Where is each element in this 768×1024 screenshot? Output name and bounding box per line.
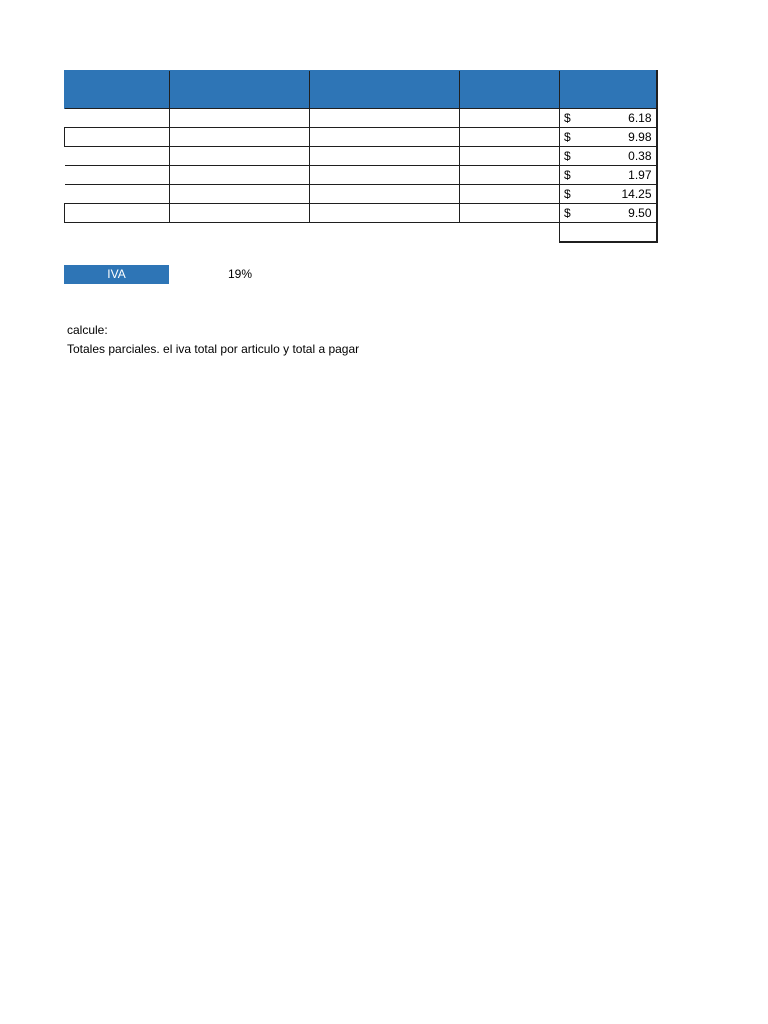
table-cell[interactable]: [170, 128, 310, 147]
table-cell[interactable]: [310, 147, 460, 166]
price-amount: 6.18: [628, 111, 652, 125]
header-row: [65, 71, 657, 109]
price-amount: 14.25: [621, 187, 652, 201]
currency-symbol: $: [564, 168, 571, 182]
currency-symbol: $: [564, 111, 571, 125]
table-cell[interactable]: [460, 204, 560, 223]
header-cell[interactable]: [65, 71, 170, 109]
price-amount: 1.97: [628, 168, 652, 182]
table-cell[interactable]: [460, 147, 560, 166]
table-row: [65, 128, 657, 147]
table-cell[interactable]: [65, 204, 170, 223]
table-cell[interactable]: [310, 204, 460, 223]
header-cell[interactable]: [310, 71, 460, 109]
table-cell[interactable]: [65, 185, 170, 204]
table-cell[interactable]: [170, 109, 310, 128]
table-cell[interactable]: [65, 109, 170, 128]
currency-symbol: $: [564, 130, 571, 144]
iva-value[interactable]: 19%: [228, 267, 253, 281]
table-row: [65, 166, 657, 185]
table-cell[interactable]: [310, 166, 460, 185]
table-cell[interactable]: [460, 166, 560, 185]
price-cell[interactable]: [560, 204, 657, 223]
table-cell[interactable]: [65, 166, 170, 185]
instruction-text: Totales parciales. el iva total por articulo y total a pagar: [67, 342, 360, 356]
header-cell[interactable]: [460, 71, 560, 109]
price-cell[interactable]: [560, 185, 657, 204]
table-row: [65, 109, 657, 128]
table-cell[interactable]: [460, 128, 560, 147]
table-cell[interactable]: [310, 128, 460, 147]
currency-symbol: $: [564, 206, 571, 220]
total-cell[interactable]: [560, 223, 657, 243]
data-table: [64, 70, 658, 243]
currency-symbol: $: [564, 187, 571, 201]
table-row: [65, 185, 657, 204]
table-cell[interactable]: [65, 128, 170, 147]
price-amount: 9.98: [628, 130, 652, 144]
currency-symbol: $: [564, 149, 571, 163]
table-cell[interactable]: [65, 147, 170, 166]
iva-label: IVA: [64, 265, 169, 284]
total-row: [65, 223, 657, 243]
table-cell[interactable]: [460, 185, 560, 204]
header-cell[interactable]: [170, 71, 310, 109]
price-cell[interactable]: [560, 128, 657, 147]
table-cell[interactable]: [310, 185, 460, 204]
table-row: [65, 204, 657, 223]
table-cell[interactable]: [170, 166, 310, 185]
price-amount: 0.38: [628, 149, 652, 163]
table-cell[interactable]: [310, 109, 460, 128]
price-cell[interactable]: [560, 109, 657, 128]
table-row: [65, 147, 657, 166]
table-cell[interactable]: [170, 147, 310, 166]
table-cell[interactable]: [460, 109, 560, 128]
table-cell[interactable]: [170, 204, 310, 223]
price-amount: 9.50: [628, 206, 652, 220]
price-cell[interactable]: [560, 147, 657, 166]
header-cell[interactable]: [560, 71, 657, 109]
instruction-heading: calcule:: [67, 323, 108, 337]
table-cell[interactable]: [170, 185, 310, 204]
price-cell[interactable]: [560, 166, 657, 185]
